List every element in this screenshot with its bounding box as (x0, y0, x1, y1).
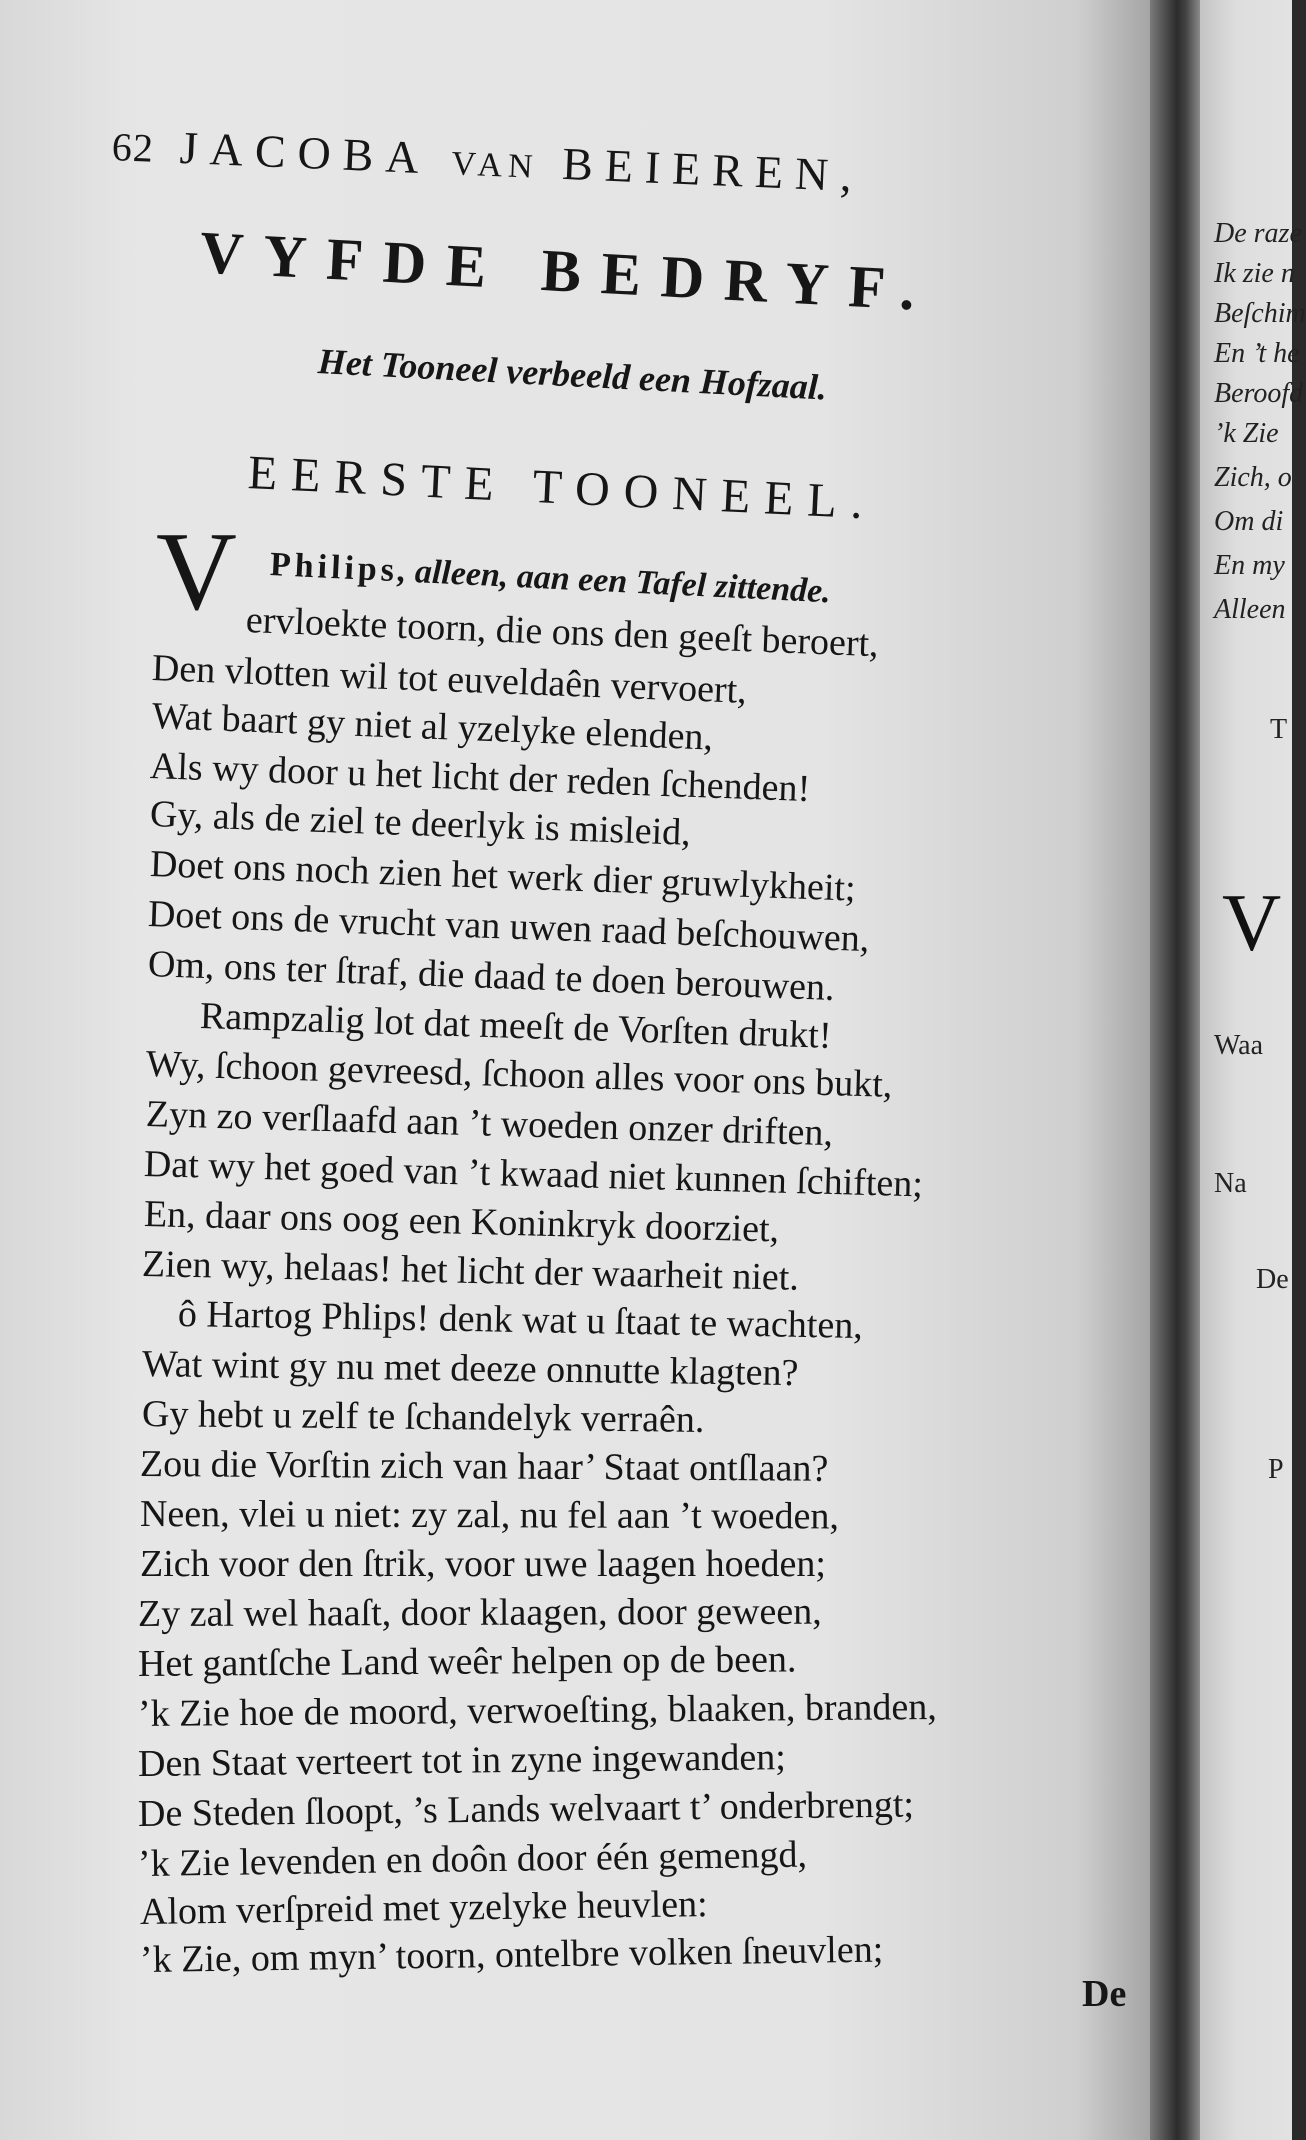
facing-fragment: Na (1214, 1168, 1247, 1199)
running-header (111, 118, 865, 202)
verse-line: De Steden ſloopt, ’s Lands welvaart t’ onderbrengt; (137, 1783, 915, 1835)
header-title-part: BEIEREN, (561, 137, 865, 202)
verse-line: Rampzalig lot dat meeſt de Vorſten drukt! (199, 995, 833, 1057)
act-title: VYFDE BEDRYF. (198, 219, 937, 324)
facing-line: Zich, o (1214, 462, 1292, 493)
header-title-part: JACOBA (178, 121, 430, 184)
header-title-part: VAN (450, 145, 540, 186)
facing-fragment: De (1256, 1264, 1289, 1295)
facing-fragment: T (1270, 714, 1288, 745)
facing-line: Beroofd (1214, 378, 1304, 409)
verse-line: Wy, ſchoon gevreesd, ſchoon alles voor ons bukt, (145, 1043, 893, 1106)
facing-fragment: P (1268, 1454, 1284, 1485)
verse-line: Om, ons ter ſtraf, die daad te doen berouwen. (147, 943, 836, 1009)
facing-line: Beſchim (1214, 298, 1306, 329)
facing-line: ’k Zie (1214, 418, 1279, 449)
verse-line: ’k Zie levenden en doôn door één gemengd, (137, 1833, 808, 1885)
verse-line: Den Staat verteert tot in zyne ingewanden; (137, 1736, 787, 1785)
verse-line: ervloekte toorn, die ons den geeſt beroert, (245, 599, 880, 666)
verse-line: Als wy door u het licht der reden ſchenden! (149, 745, 811, 811)
drop-cap: V (156, 510, 237, 634)
right-page (1200, 0, 1306, 2140)
verse-line: Alom verſpreid met yzelyke heuvlen: (139, 1883, 708, 1933)
facing-line: En my (1214, 550, 1285, 581)
verse-line: Zou die Vorſtin zich van haar’ Staat ontſlaan? (139, 1443, 829, 1490)
facing-drop-cap: V (1222, 877, 1282, 968)
facing-line: Om di (1214, 506, 1284, 537)
scene-title: EERSTE TOONEEL. (246, 446, 879, 530)
verse-line: Het gantſche Land weêr helpen op de been. (137, 1638, 797, 1685)
facing-line: En ’t he (1214, 338, 1300, 369)
facing-line: Ik zie n (1214, 258, 1295, 289)
verse-line: Gy, als de ziel te deerlyk is misleid, (149, 793, 692, 854)
verse-line: Zyn zo verſlaafd aan ’t woeden onzer driften, (145, 1093, 834, 1155)
verse-line: Neen, vlei u niet: zy zal, nu fel aan ’t woeden, (139, 1493, 839, 1538)
facing-fragment: Waa (1214, 1030, 1264, 1061)
verse-line: ’k Zie, om myn’ toorn, ontelbre volken ſneuvlen; (139, 1928, 884, 1981)
stage-direction: , alleen, aan een Tafel zittende. (397, 552, 832, 611)
facing-line: De raze (1214, 218, 1302, 249)
catchword: De (1082, 1973, 1127, 2015)
verse-line: En, daar ons oog een Koninkryk doorziet, (143, 1193, 780, 1251)
scene-setting: Het Tooneel verbeeld een Hofzaal. (316, 341, 828, 408)
page-number: 62 (110, 124, 155, 171)
facing-line: Alleen (1214, 594, 1286, 625)
verse-line: Gy hebt u zelf te ſchandelyk verraên. (141, 1393, 705, 1441)
verse-line: Dat wy het goed van ’t kwaad niet kunnen ſchiften; (143, 1143, 924, 1206)
verse-line: Zy zal wel haaſt, door klaagen, door geween, (137, 1590, 822, 1635)
verse-line: Wat baart gy niet al yzelyke elenden, (151, 695, 714, 759)
verse-line: ’k Zie hoe de moord, verwoeſting, blaaken, branden, (137, 1686, 937, 1735)
verse-line: Doet ons de vrucht van uwen raad beſchouwen, (147, 893, 871, 961)
verse-line: Zich voor den ſtrik, voor uwe laagen hoeden; (140, 1543, 826, 1585)
verse-line: Doet ons noch zien het werk dier gruwlykheit; (149, 843, 857, 910)
verse-line: Wat wint gy nu met deeze onnutte klagten? (141, 1343, 799, 1395)
verse-line: Zien wy, helaas! het licht der waarheit niet. (141, 1243, 800, 1299)
verse-line: Den vlotten wil tot euveldaên vervoert, (151, 647, 748, 712)
speaker-name: Philips (269, 546, 399, 590)
verse-line: ô Hartog Phlips! denk wat u ſtaat te wachten, (177, 1293, 864, 1347)
